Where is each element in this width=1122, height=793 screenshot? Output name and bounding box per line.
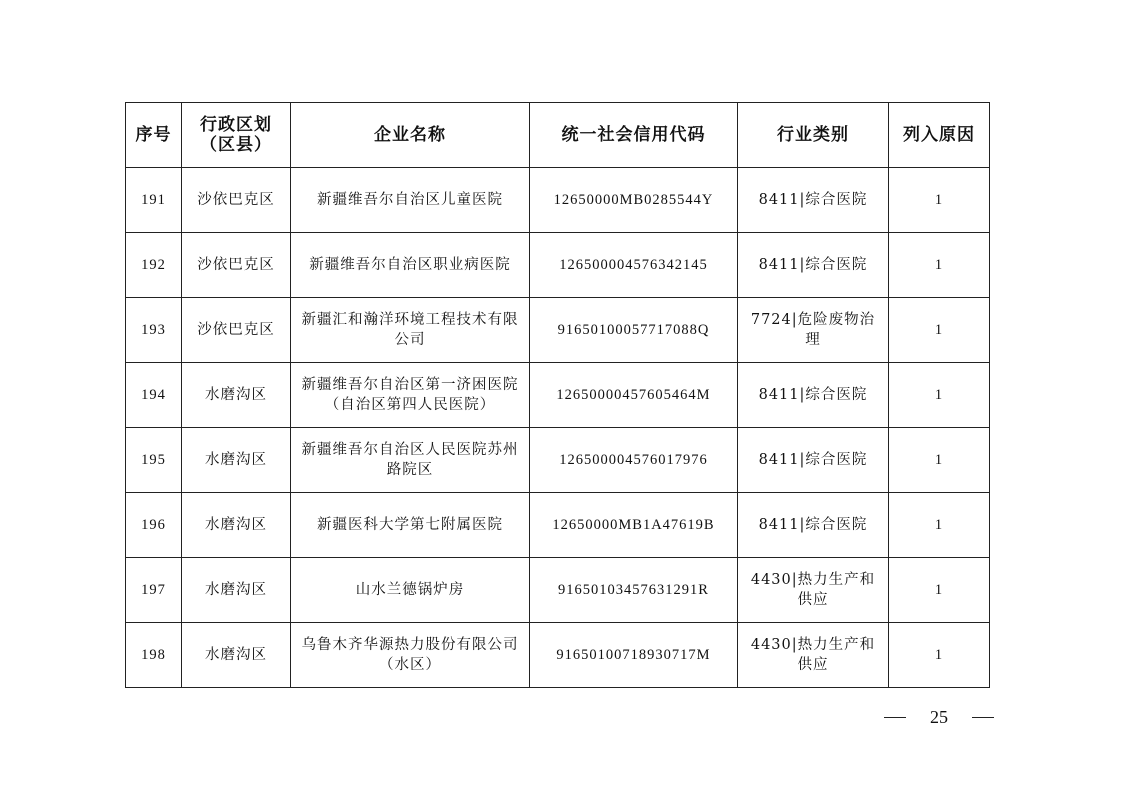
cell-company: 新疆维吾尔自治区人民医院苏州路院区 [291, 428, 530, 493]
cell-district: 水磨沟区 [182, 363, 291, 428]
cell-district: 水磨沟区 [182, 493, 291, 558]
col-header-credit-code: 统一社会信用代码 [530, 103, 738, 168]
cell-index: 198 [126, 623, 182, 688]
cell-industry: 8411|综合医院 [738, 168, 889, 233]
cell-company: 新疆医科大学第七附属医院 [291, 493, 530, 558]
table-row [126, 298, 990, 363]
cell-credit-code: 91650100718930717M [530, 623, 738, 688]
cell-reason: 1 [889, 298, 990, 363]
table-row [126, 363, 990, 428]
header-row [126, 103, 990, 168]
cell-industry: 8411|综合医院 [738, 428, 889, 493]
cell-index: 191 [126, 168, 182, 233]
cell-industry: 4430|热力生产和供应 [738, 558, 889, 623]
cell-district: 沙依巴克区 [182, 233, 291, 298]
cell-reason: 1 [889, 493, 990, 558]
cell-industry: 7724|危险废物治理 [738, 298, 889, 363]
cell-district: 水磨沟区 [182, 558, 291, 623]
cell-credit-code: 12650000457605464M [530, 363, 738, 428]
page-footer [884, 706, 994, 728]
cell-industry: 8411|综合医院 [738, 363, 889, 428]
table-row [126, 493, 990, 558]
cell-reason: 1 [889, 363, 990, 428]
footer-dash-right [972, 717, 994, 718]
cell-credit-code: 126500004576342145 [530, 233, 738, 298]
cell-index: 194 [126, 363, 182, 428]
cell-company: 新疆维吾尔自治区第一济困医院（自治区第四人民医院） [291, 363, 530, 428]
col-header-index: 序号 [126, 103, 182, 168]
cell-district: 水磨沟区 [182, 428, 291, 493]
cell-company: 新疆汇和瀚洋环境工程技术有限公司 [291, 298, 530, 363]
cell-reason: 1 [889, 168, 990, 233]
cell-credit-code: 12650000MB1A47619B [530, 493, 738, 558]
cell-reason: 1 [889, 558, 990, 623]
cell-credit-code: 91650103457631291R [530, 558, 738, 623]
cell-index: 195 [126, 428, 182, 493]
cell-industry: 8411|综合医院 [738, 493, 889, 558]
table-row [126, 168, 990, 233]
cell-district: 沙依巴克区 [182, 298, 291, 363]
table-row [126, 233, 990, 298]
table-row [126, 428, 990, 493]
col-header-company: 企业名称 [291, 103, 530, 168]
cell-index: 196 [126, 493, 182, 558]
cell-company: 新疆维吾尔自治区职业病医院 [291, 233, 530, 298]
cell-reason: 1 [889, 428, 990, 493]
cell-reason: 1 [889, 623, 990, 688]
col-header-industry: 行业类别 [738, 103, 889, 168]
cell-company: 新疆维吾尔自治区儿童医院 [291, 168, 530, 233]
cell-index: 197 [126, 558, 182, 623]
cell-district: 水磨沟区 [182, 623, 291, 688]
cell-credit-code: 12650000MB0285544Y [530, 168, 738, 233]
cell-district: 沙依巴克区 [182, 168, 291, 233]
cell-index: 193 [126, 298, 182, 363]
page-number: 25 [930, 706, 948, 727]
enterprise-table [125, 102, 990, 688]
table-row [126, 623, 990, 688]
cell-industry: 8411|综合医院 [738, 233, 889, 298]
col-header-reason: 列入原因 [889, 103, 990, 168]
footer-dash-left [884, 717, 906, 718]
cell-company: 乌鲁木齐华源热力股份有限公司（水区） [291, 623, 530, 688]
cell-index: 192 [126, 233, 182, 298]
col-header-district: 行政区划 （区县） [182, 103, 291, 168]
cell-credit-code: 91650100057717088Q [530, 298, 738, 363]
table-row [126, 558, 990, 623]
cell-industry: 4430|热力生产和供应 [738, 623, 889, 688]
cell-credit-code: 126500004576017976 [530, 428, 738, 493]
cell-company: 山水兰德锅炉房 [291, 558, 530, 623]
cell-reason: 1 [889, 233, 990, 298]
